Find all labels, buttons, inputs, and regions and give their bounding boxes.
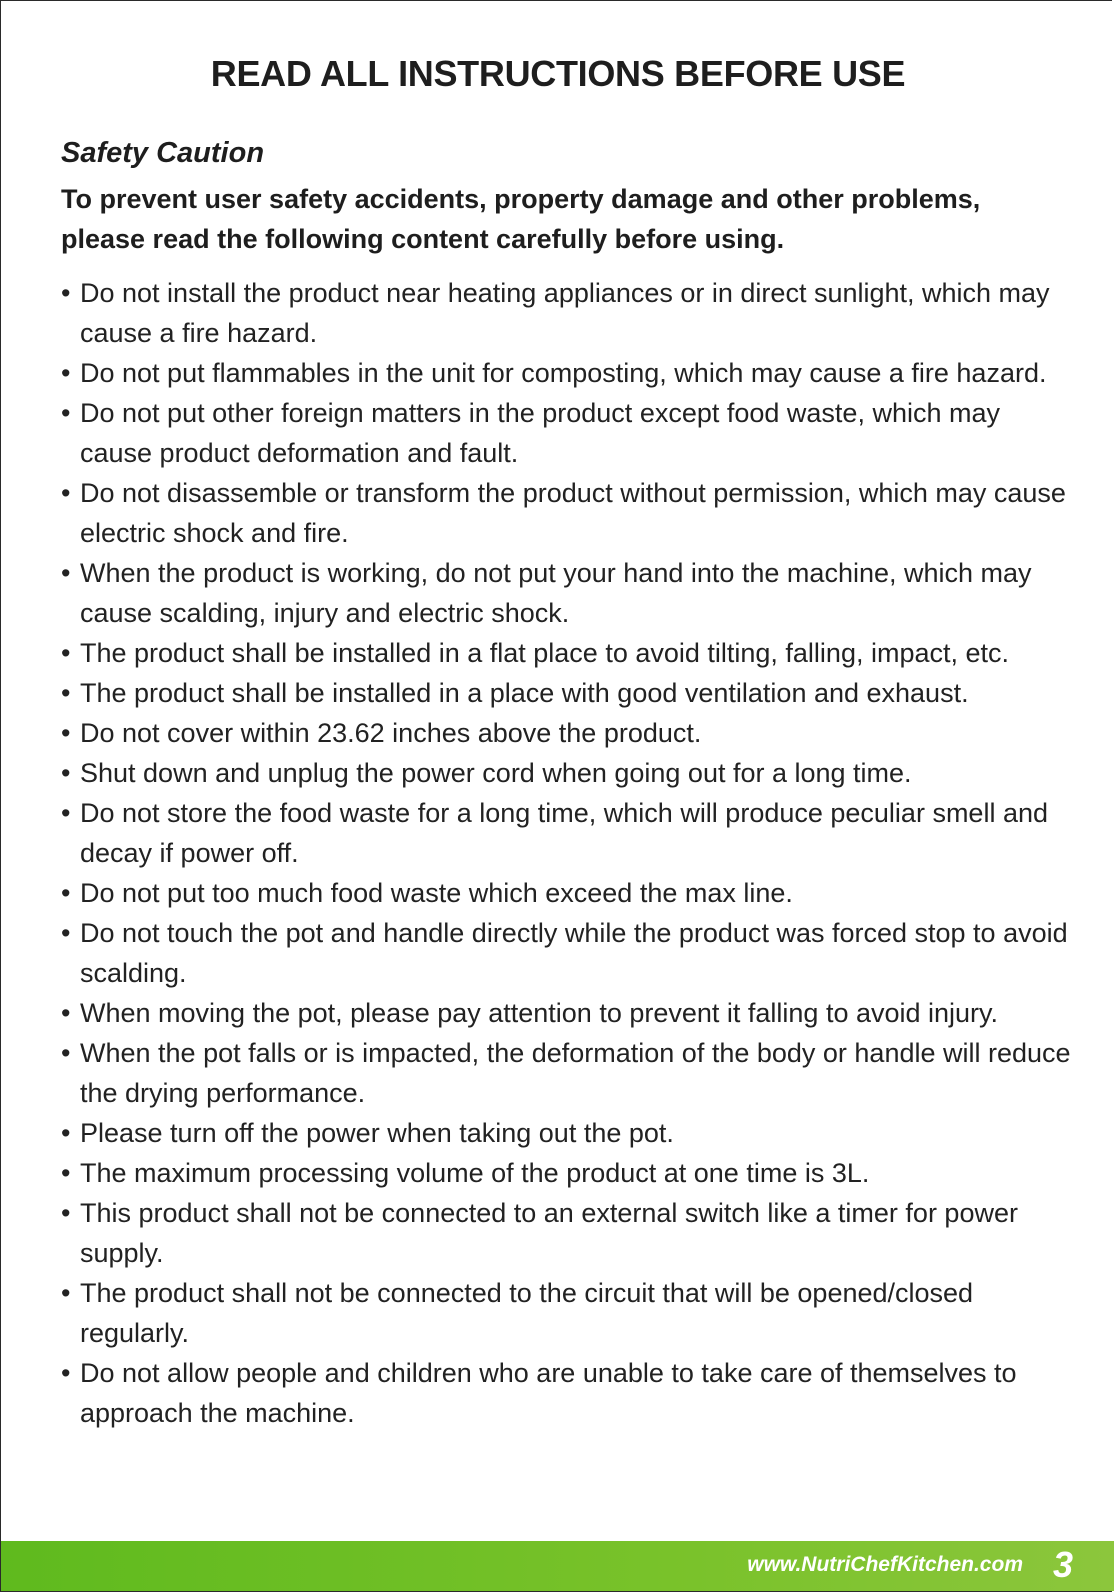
list-item [61,673,1071,713]
list-item [61,713,1071,753]
list-item [61,993,1071,1033]
list-item-text: This product shall not be connected to an external switch like a timer for power supply. [80,1198,1018,1268]
list-item-text: Do not put other foreign matters in the product except food waste, which may cause product deformation and fault. [80,398,1000,468]
list-item [61,393,1071,473]
bullet-marker: • [61,998,71,1028]
bullet-marker: • [61,398,71,428]
list-item [61,753,1071,793]
website-link[interactable]: www.NutriChefKitchen.com [747,1553,1023,1576]
safety-caution-list [61,273,1071,1433]
bullet-marker: • [61,918,71,948]
bullet-marker: • [61,878,71,908]
list-item [61,873,1071,913]
bullet-marker: • [61,278,71,308]
list-item [61,473,1071,553]
bullet-marker: • [61,1358,71,1388]
list-item-text: When the product is working, do not put your hand into the machine, which may cause scalding, injury and electric shock. [80,558,1032,628]
list-item [61,633,1071,673]
list-item [61,1193,1071,1273]
list-item-text: Do not store the food waste for a long time, which will produce peculiar smell and decay if power off. [80,798,1048,868]
list-item-text: Do not touch the pot and handle directly while the product was forced stop to avoid scalding. [80,918,1068,988]
list-item-text: Do not disassemble or transform the product without permission, which may cause electric shock and fire. [80,478,1066,548]
list-item [61,1273,1071,1353]
bullet-marker: • [61,758,71,788]
list-item [61,1113,1071,1153]
list-item-text: The maximum processing volume of the product at one time is 3L. [80,1158,870,1188]
list-item [61,793,1071,873]
list-item [61,1153,1071,1193]
bullet-marker: • [61,1118,71,1148]
bullet-marker: • [61,358,71,388]
list-item [61,913,1071,993]
bullet-marker: • [61,1198,71,1228]
list-item-text: When moving the pot, please pay attention to prevent it falling to avoid injury. [80,998,999,1028]
bullet-marker: • [61,638,71,668]
bullet-marker: • [61,718,71,748]
list-item [61,553,1071,633]
list-item [61,353,1071,393]
page-title: READ ALL INSTRUCTIONS BEFORE USE [210,53,906,94]
section-heading: Safety Caution [61,137,265,169]
list-item [61,1353,1071,1433]
bullet-marker: • [61,1278,71,1308]
bullet-marker: • [61,798,71,828]
list-item-text: Do not put flammables in the unit for composting, which may cause a fire hazard. [80,358,1047,388]
list-item-text: Do not install the product near heating appliances or in direct sunlight, which may cause a fire hazard. [80,278,1050,348]
bullet-marker: • [61,478,71,508]
list-item-text: When the pot falls or is impacted, the deformation of the body or handle will reduce the drying performance. [80,1038,1071,1108]
bullet-marker: • [61,558,71,588]
page-number: 3 [1052,1544,1073,1585]
bullet-marker: • [61,1038,71,1068]
list-item-text: The product shall not be connected to the circuit that will be opened/closed regularly. [80,1278,974,1348]
list-item [61,273,1071,353]
footer-bar [1,1541,1114,1591]
list-item-text: The product shall be installed in a place with good ventilation and exhaust. [80,678,969,708]
list-item-text: Please turn off the power when taking out the pot. [80,1118,674,1148]
list-item-text: Do not cover within 23.62 inches above the product. [80,718,702,748]
intro-paragraph: To prevent user safety accidents, property damage and other problems, please read the following content carefully before using. [61,184,981,254]
bullet-marker: • [61,678,71,708]
list-item-text: Do not allow people and children who are unable to take care of themselves to approach the machine. [80,1358,1017,1428]
list-item-text: Do not put too much food waste which exceed the max line. [80,878,793,908]
list-item-text: Shut down and unplug the power cord when going out for a long time. [80,758,912,788]
list-item [61,1033,1071,1113]
list-item-text: The product shall be installed in a flat place to avoid tilting, falling, impact, etc. [80,638,1010,668]
bullet-marker: • [61,1158,71,1188]
